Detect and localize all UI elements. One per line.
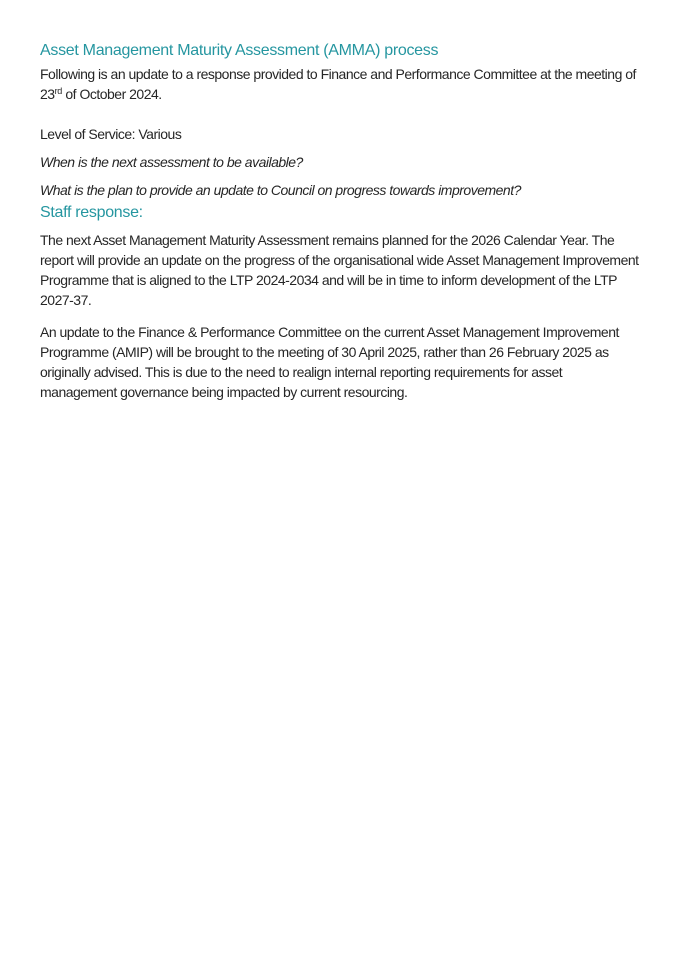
ordinal-superscript: rd xyxy=(54,86,62,96)
document-content xyxy=(40,40,640,402)
question-next-assessment: When is the next assessment to be available? xyxy=(40,154,303,170)
question-update-plan: What is the plan to provide an update to Council on progress towards improvement? xyxy=(40,182,521,198)
intro-text-before-superscript: Following is an update to a response provided to Finance and Performance Committee at the meeting of 23 xyxy=(40,66,636,102)
page-title: Asset Management Maturity Assessment (AMMA) process xyxy=(40,42,439,59)
level-of-service-line: Level of Service: Various xyxy=(40,126,182,142)
staff-response-heading: Staff response: xyxy=(40,204,143,221)
intro-text-after-superscript: of October 2024. xyxy=(61,86,162,102)
response-paragraph-1: The next Asset Management Maturity Assessment remains planned for the 2026 Calendar Year. The report will provide an update on the progress of the organisational wide Asset Management Improvement Programme that is aligned to the LTP 2024-2034 and will be in time to inform development of the LTP 2027-37. xyxy=(40,232,639,308)
intro-paragraph xyxy=(40,64,640,104)
response-paragraph-2: An update to the Finance & Performance Committee on the current Asset Management Improvement Programme (AMIP) will be brought to the meeting of 30 April 2025, rather than 26 February 2025 as originally advised. This is due to the need to realign internal reporting requirements for asset management governance being impacted by current resourcing. xyxy=(40,324,619,400)
